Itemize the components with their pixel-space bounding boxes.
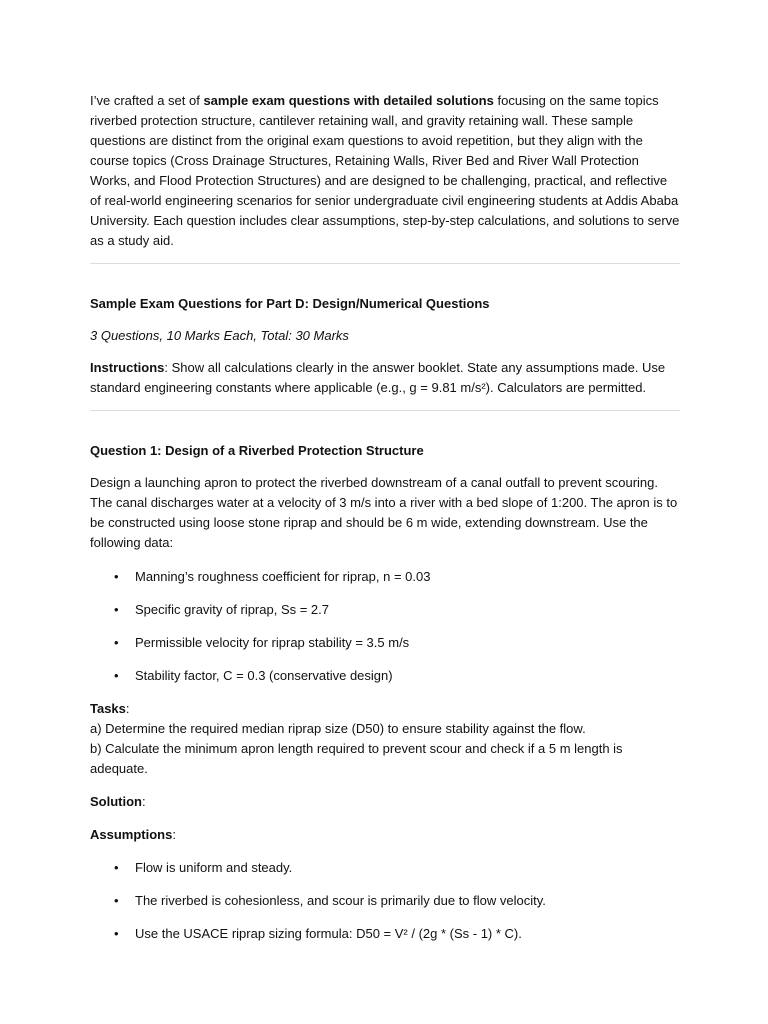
list-item-text: Permissible velocity for riprap stability = 3.5 m/s xyxy=(135,635,410,650)
list-item-text: Use the USACE riprap sizing formula: D50 = V² / (2g * (Ss - 1) * C). xyxy=(135,926,522,941)
instructions-label: Instructions xyxy=(90,360,165,375)
list-item xyxy=(90,924,680,944)
tasks-label: Tasks xyxy=(90,701,126,716)
list-item-text: Specific gravity of riprap, Ss = 2.7 xyxy=(135,602,330,617)
list-item-text: Stability factor, C = 0.3 (conservative design) xyxy=(135,668,393,683)
list-item-text: Flow is uniform and steady. xyxy=(135,860,293,875)
list-item xyxy=(90,567,680,587)
assumptions-label: Assumptions xyxy=(90,827,173,842)
question-1-title: Question 1: Design of a Riverbed Protection Structure xyxy=(90,443,424,458)
intro-suffix: focusing on the same topics riverbed protection structure, cantilever retaining wall, and gravity retaining wall. These sample questions are distinct from the original exam questions to avoid repetition, but they align with the course topics (Cross Drainage Structures, Retaining Walls, River Bed and River Wall Protection Works, and Flood Protection Structures) and are designed to be challenging, practical, and reflective of real-world engineering scenarios for senior undergraduate civil engineering students at Addis Ababa University. Each question includes clear assumptions, step-by-step calculations, and solutions to serve as a study aid. xyxy=(90,93,680,248)
list-item xyxy=(90,858,680,878)
divider xyxy=(90,410,680,411)
assumptions-colon: : xyxy=(172,827,176,842)
tasks-block xyxy=(90,699,680,779)
bullet-icon: • xyxy=(114,926,119,941)
task-a: a) Determine the required median riprap size (D50) to ensure stability against the flow. xyxy=(90,721,586,736)
section-title: Sample Exam Questions for Part D: Design/Numerical Questions xyxy=(90,296,490,311)
question-1-description: Design a launching apron to protect the riverbed downstream of a canal outfall to prevent scouring. The canal discharges water at a velocity of 3 m/s into a river with a bed slope of 1:200. The apron is to be constructed using loose stone riprap and should be 6 m wide, extending downstream. Use the following data: xyxy=(90,475,678,550)
section-subtitle: 3 Questions, 10 Marks Each, Total: 30 Marks xyxy=(90,328,349,343)
tasks-colon: : xyxy=(125,701,130,716)
list-item xyxy=(90,891,680,911)
bullet-icon: • xyxy=(114,635,119,650)
bullet-icon: • xyxy=(114,893,119,908)
document-page xyxy=(90,91,680,957)
bullet-icon: • xyxy=(114,860,119,875)
intro-prefix: I’ve crafted a set of xyxy=(90,93,204,108)
bullet-icon: • xyxy=(114,668,119,683)
assumptions-list xyxy=(90,858,680,944)
intro-paragraph xyxy=(90,91,680,251)
task-b: b) Calculate the minimum apron length required to prevent scour and check if a 5 m length is adequate. xyxy=(90,741,623,776)
assumptions-heading xyxy=(90,825,680,845)
intro-bold-phrase: sample exam questions with detailed solutions xyxy=(203,93,494,108)
list-item xyxy=(90,600,680,620)
list-item xyxy=(90,633,680,653)
instructions-paragraph xyxy=(90,358,680,398)
instructions-text: : Show all calculations clearly in the answer booklet. State any assumptions made. Use standard engineering constants where applicable (e.g., g = 9.81 m/s²). Calculators are permitted. xyxy=(90,360,666,395)
data-list xyxy=(90,567,680,686)
list-item xyxy=(90,666,680,686)
list-item-text: Manning’s roughness coefficient for riprap, n = 0.03 xyxy=(135,569,431,584)
bullet-icon: • xyxy=(114,602,119,617)
list-item-text: The riverbed is cohesionless, and scour is primarily due to flow velocity. xyxy=(135,893,546,908)
bullet-icon: • xyxy=(114,569,119,584)
divider xyxy=(90,263,680,264)
solution-colon: : xyxy=(142,794,146,809)
solution-heading xyxy=(90,792,680,812)
solution-label: Solution xyxy=(90,794,142,809)
